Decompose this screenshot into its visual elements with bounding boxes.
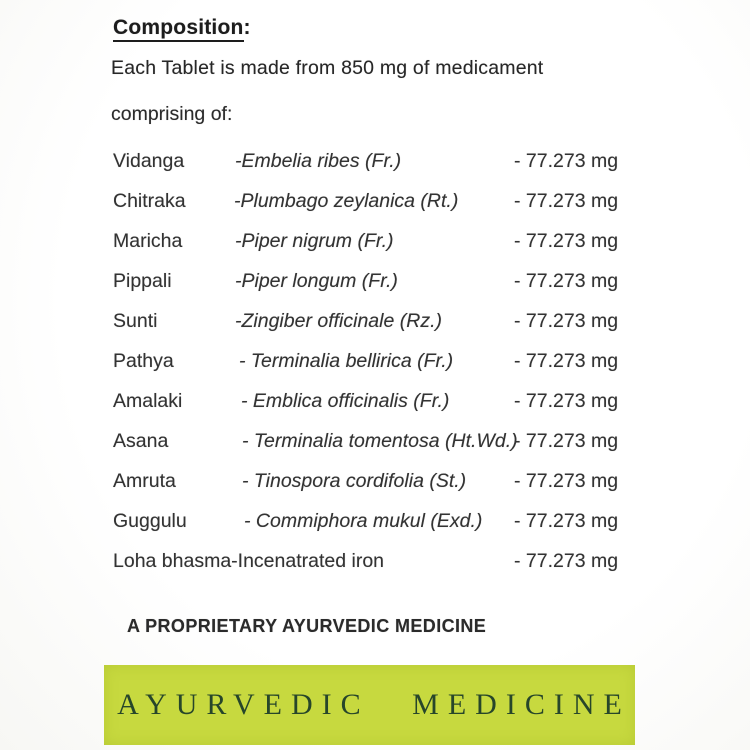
table-row xyxy=(113,141,653,181)
table-row xyxy=(113,261,653,301)
composition-heading-word: Composition xyxy=(113,16,244,42)
ingredient-name: Vidanga xyxy=(113,150,185,172)
table-row xyxy=(113,541,653,581)
ingredient-name: Chitraka xyxy=(113,190,186,212)
table-row xyxy=(113,421,653,461)
ingredient-amount: - 77.273 mg xyxy=(514,310,619,332)
comprising-line: comprising of: xyxy=(111,103,233,125)
ingredient-amount: - 77.273 mg xyxy=(514,390,619,412)
table-row xyxy=(113,381,653,421)
ingredient-name: Maricha xyxy=(113,230,183,252)
table-row xyxy=(113,341,653,381)
table-row xyxy=(113,301,653,341)
table-row xyxy=(113,501,653,541)
ingredient-amount: - 77.273 mg xyxy=(514,150,619,172)
composition-heading-colon: : xyxy=(243,16,251,39)
botanical-name: - Terminalia tomentosa (Ht.Wd.) xyxy=(242,430,518,452)
composition-heading xyxy=(113,16,251,40)
dosage-line: Each Tablet is made from 850 mg of medicament xyxy=(111,57,544,79)
ingredient-name: Guggulu xyxy=(113,510,187,532)
ingredient-name: Loha bhasma xyxy=(113,550,232,572)
botanical-name: - Commiphora mukul (Exd.) xyxy=(244,510,483,532)
botanical-name: - Terminalia bellirica (Fr.) xyxy=(239,350,454,372)
ingredient-amount: - 77.273 mg xyxy=(514,230,619,252)
botanical-name: -Plumbago zeylanica (Rt.) xyxy=(234,190,459,212)
ingredient-name: Amruta xyxy=(113,470,176,492)
ingredient-name: Pippali xyxy=(113,270,172,292)
table-row xyxy=(113,181,653,221)
table-row xyxy=(113,461,653,501)
ingredient-amount: - 77.273 mg xyxy=(514,430,619,452)
botanical-name: -Embelia ribes (Fr.) xyxy=(235,150,402,172)
botanical-name: - Tinospora cordifolia (St.) xyxy=(242,470,467,492)
ingredient-amount: - 77.273 mg xyxy=(514,550,619,572)
composition-table xyxy=(113,141,653,581)
ingredient-amount: - 77.273 mg xyxy=(514,350,619,372)
ingredient-name: Asana xyxy=(113,430,169,452)
ingredient-amount: - 77.273 mg xyxy=(514,270,619,292)
botanical-name: -Incenatrated iron xyxy=(231,550,385,572)
botanical-name: - Emblica officinalis (Fr.) xyxy=(241,390,450,412)
botanical-name: -Piper nigrum (Fr.) xyxy=(235,230,394,252)
ayurvedic-banner xyxy=(104,665,635,745)
table-row xyxy=(113,221,653,261)
ingredient-amount: - 77.273 mg xyxy=(514,470,619,492)
botanical-name: -Piper longum (Fr.) xyxy=(235,270,398,292)
ingredient-amount: - 77.273 mg xyxy=(514,510,619,532)
ingredient-amount: - 77.273 mg xyxy=(514,190,619,212)
botanical-name: -Zingiber officinale (Rz.) xyxy=(235,310,442,332)
ingredient-name: Pathya xyxy=(113,350,174,372)
proprietary-line: A PROPRIETARY AYURVEDIC MEDICINE xyxy=(127,616,487,636)
ingredient-name: Amalaki xyxy=(113,390,183,412)
banner-text: AYURVEDIC MEDICINE xyxy=(117,688,631,721)
ingredient-name: Sunti xyxy=(113,310,158,332)
